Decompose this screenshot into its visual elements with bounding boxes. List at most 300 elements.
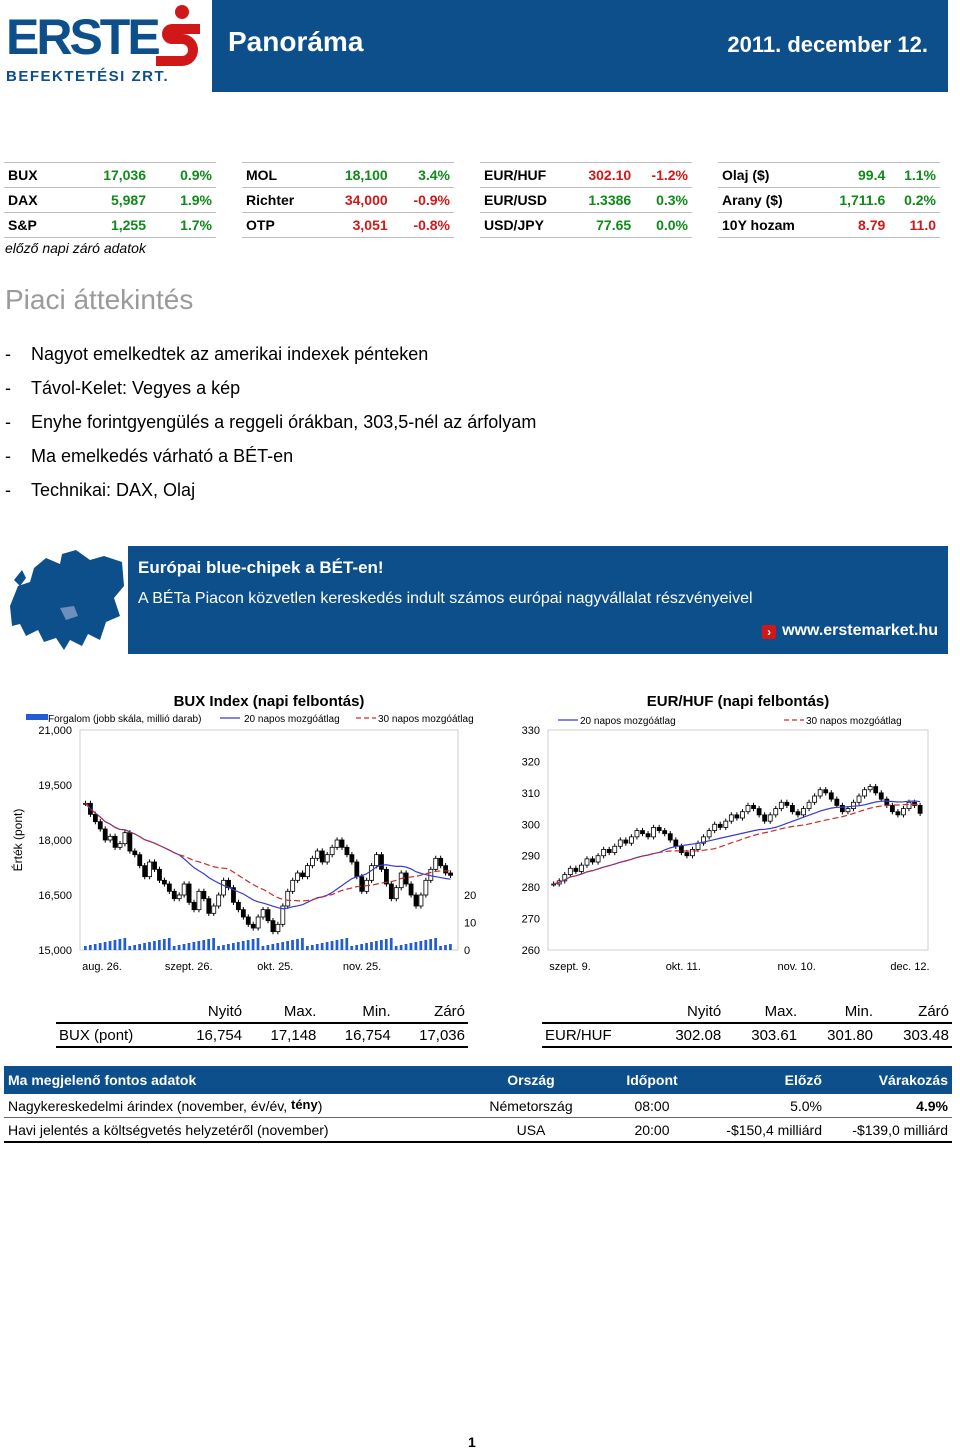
volume-bar <box>202 940 205 950</box>
candle-body <box>813 796 817 802</box>
candle-body <box>896 812 900 815</box>
candle-body <box>768 815 772 821</box>
volume-bar <box>173 946 176 950</box>
candle-body <box>829 793 833 799</box>
candle-body <box>724 821 728 827</box>
ticker-table-indices <box>4 162 216 238</box>
events-header-cell: Várakozás <box>826 1066 952 1094</box>
volume-bar <box>365 943 368 950</box>
y2-tick-label: 10 <box>464 917 477 930</box>
y-tick-label: 300 <box>521 819 540 832</box>
candle-body <box>779 802 783 808</box>
price-value: 301.80 <box>800 1023 876 1047</box>
candle-body <box>399 873 403 888</box>
candle-body <box>857 796 861 802</box>
volume-bar <box>267 945 270 950</box>
price-row-label: BUX (pont) <box>56 1023 171 1047</box>
candle-body <box>138 855 142 866</box>
ticker-change: 0.9% <box>150 163 216 188</box>
volume-bar <box>350 946 353 950</box>
volume-bar <box>133 945 136 950</box>
candle-body <box>103 829 107 840</box>
candle-body <box>607 849 611 852</box>
event-expected: -$139,0 milliárd <box>826 1118 952 1143</box>
candle-body <box>157 869 161 880</box>
x-tick-label: aug. 26. <box>82 961 122 973</box>
candle-body <box>579 865 583 871</box>
chart-title: BUX Index (napi felbontás) <box>173 693 365 710</box>
volume-bar <box>311 945 314 950</box>
candle-body <box>835 799 839 805</box>
candle-body <box>414 895 418 906</box>
candle-body <box>890 805 894 811</box>
candle-body <box>113 836 117 847</box>
y2-tick-label: 0 <box>464 945 471 957</box>
price-value: 303.61 <box>724 1023 800 1047</box>
chevron-right-icon: › <box>762 625 776 639</box>
candle-body <box>807 802 811 808</box>
candle-body <box>330 847 334 854</box>
candle-body <box>187 884 191 902</box>
candle-body <box>148 862 152 877</box>
volume-bar <box>237 942 240 950</box>
ticker-name: 10Y hozam <box>718 213 821 238</box>
event-name <box>4 1094 464 1118</box>
price-value: 17,148 <box>245 1023 319 1047</box>
candle-body <box>568 868 572 874</box>
volume-bar <box>193 942 196 950</box>
volume-bar <box>247 940 250 950</box>
event-previous: -$150,4 milliárd <box>706 1118 826 1143</box>
ticker-change: -0.9% <box>392 188 454 213</box>
candle-body <box>128 833 132 851</box>
bullet-text: Ma emelkedés várható a BÉT-en <box>31 446 294 466</box>
candle-body <box>591 859 595 862</box>
ticker-change: 0.3% <box>635 188 692 213</box>
candle-body <box>197 891 201 909</box>
ticker-row <box>242 163 454 188</box>
candle-body <box>679 846 683 852</box>
ticker-change: -0.8% <box>392 213 454 238</box>
banner-title: Európai blue-chipek a BÉT-en! <box>138 558 384 577</box>
ticker-change: 3.4% <box>392 163 454 188</box>
volume-bar <box>271 944 274 950</box>
event-time: 20:00 <box>598 1118 706 1143</box>
legend-volume: Forgalom (jobb skála, millió darab) <box>48 714 202 725</box>
overview-bullet <box>5 378 240 399</box>
ticker-row <box>4 188 216 213</box>
y-tick-label: 320 <box>521 756 540 769</box>
x-tick-label: okt. 25. <box>257 961 294 973</box>
candle-body <box>685 853 689 856</box>
candle-body <box>286 891 290 906</box>
candle-body <box>629 837 633 843</box>
candle-body <box>325 855 329 862</box>
event-country: Németország <box>464 1094 598 1118</box>
candle-body <box>735 815 739 818</box>
candle-body <box>851 802 855 808</box>
volume-bar <box>197 941 200 950</box>
candle-body <box>350 855 354 862</box>
volume-bar <box>158 940 161 950</box>
legend-ma20: 20 napos mozgóátlag <box>244 714 340 725</box>
volume-bar <box>410 943 413 950</box>
ticker-change: 0.0% <box>635 213 692 238</box>
candle-body <box>874 787 878 793</box>
price-value: 303.48 <box>876 1023 952 1047</box>
candle-body <box>635 831 639 837</box>
volume-bar <box>321 943 324 950</box>
banner-link[interactable] <box>762 622 938 640</box>
candle-body <box>320 851 324 862</box>
events-header-row <box>4 1066 952 1094</box>
bux-chart <box>4 686 482 978</box>
event-name <box>4 1118 464 1143</box>
bullet-text: Enyhe forintgyengülés a reggeli órákban, 303,5-nél az árfolyam <box>31 412 537 432</box>
volume-bar <box>178 945 181 950</box>
eurhuf-price-table <box>542 1000 952 1048</box>
price-header-cell: Nyitó <box>687 1002 722 1020</box>
volume-bar <box>89 945 92 950</box>
volume-bar <box>375 941 378 950</box>
ticker-row <box>718 163 940 188</box>
volume-bar <box>188 943 191 950</box>
volume-bar <box>370 942 373 950</box>
candle-body <box>266 910 270 921</box>
candle-body <box>271 921 275 932</box>
candle-body <box>133 851 137 855</box>
volume-bar <box>183 944 186 950</box>
ticker-name: EUR/HUF <box>480 163 570 188</box>
volume-bar <box>360 944 363 950</box>
candle-body <box>217 895 221 906</box>
volume-bar <box>355 945 358 950</box>
ticker-value: 1,711.6 <box>821 188 890 213</box>
volume-bar <box>449 944 452 950</box>
volume-bar <box>439 946 442 950</box>
candle-body <box>222 880 226 895</box>
candle-body <box>602 849 606 855</box>
candle-body <box>212 906 216 913</box>
candle-body <box>404 873 408 884</box>
bullet-dash: - <box>5 446 11 466</box>
price-row <box>542 1023 952 1047</box>
ticker-table-stocks <box>242 162 454 238</box>
candle-body <box>729 815 733 821</box>
volume-bar <box>153 941 156 950</box>
candle-body <box>663 831 667 834</box>
event-name-part: ) <box>317 1098 323 1114</box>
event-name-part: Nagykereskedelmi árindex (november, év/év, <box>8 1098 291 1114</box>
ticker-value: 302.10 <box>570 163 635 188</box>
ticker-change: 1.1% <box>889 163 940 188</box>
overview-bullet <box>5 446 293 467</box>
page-title: Panoráma <box>228 26 364 57</box>
candle-body <box>167 884 171 891</box>
volume-bar <box>222 945 225 950</box>
events-header-cell: Időpont <box>598 1066 706 1094</box>
y2-tick-label: 20 <box>464 890 477 902</box>
candle-body <box>718 824 722 827</box>
volume-bar <box>306 946 309 950</box>
volume-bar <box>331 941 334 950</box>
volume-bar <box>232 943 235 950</box>
volume-bar <box>217 946 220 950</box>
candle-body <box>774 809 778 815</box>
candle-body <box>394 888 398 899</box>
ticker-row <box>4 163 216 188</box>
candle-body <box>375 855 379 866</box>
ticker-value: 3,051 <box>321 213 392 238</box>
logo-s-symbol <box>156 5 200 66</box>
events-table <box>4 1066 952 1143</box>
price-header-cell: Max. <box>764 1002 798 1020</box>
candle-body <box>93 814 97 821</box>
volume-bar <box>424 940 427 950</box>
volume-bar <box>104 942 107 950</box>
candle-body <box>389 884 393 899</box>
x-tick-label: dec. 12. <box>890 961 930 973</box>
x-tick-label: nov. 25. <box>342 961 382 973</box>
x-tick-label: okt. 11. <box>665 961 701 973</box>
volume-bar <box>143 943 146 950</box>
volume-bar <box>163 939 166 950</box>
ticker-name: Richter <box>242 188 321 213</box>
volume-bar <box>419 941 422 950</box>
volume-bar <box>336 940 339 950</box>
logo-subtitle: BEFEKTETÉSI ZRT. <box>6 68 170 85</box>
events-row <box>4 1094 952 1118</box>
candle-body <box>409 884 413 895</box>
overview-bullet <box>5 344 428 365</box>
candle-body <box>236 902 240 909</box>
candle-body <box>613 846 617 852</box>
candle-body <box>251 924 255 928</box>
candle-body <box>291 880 295 891</box>
candle-body <box>143 866 147 877</box>
candle-body <box>624 840 628 843</box>
ticker-row <box>480 188 692 213</box>
volume-bar <box>390 938 393 950</box>
y-tick-label: 260 <box>521 945 540 957</box>
candle-body <box>434 858 438 869</box>
banner-link-text[interactable]: www.erstemarket.hu <box>782 622 938 639</box>
ticker-table-commodities <box>718 162 940 238</box>
ticker-value: 1,255 <box>66 213 150 238</box>
volume-bar <box>242 941 245 950</box>
ticker-row <box>4 213 216 238</box>
price-value: 16,754 <box>319 1023 393 1047</box>
candle-body <box>202 891 206 898</box>
ticker-name: EUR/USD <box>480 188 570 213</box>
ticker-name: USD/JPY <box>480 213 570 238</box>
ticker-value: 5,987 <box>66 188 150 213</box>
chart-title: EUR/HUF (napi felbontás) <box>646 693 830 710</box>
candle-body <box>757 809 761 815</box>
candle-body <box>818 790 822 796</box>
ticker-change: 0.2% <box>889 188 940 213</box>
ticker-name: OTP <box>242 213 321 238</box>
x-tick-label: szept. 9. <box>549 961 591 973</box>
y-tick-label: 16,500 <box>38 890 72 902</box>
ticker-table-fx <box>480 162 692 238</box>
ticker-name: DAX <box>4 188 66 213</box>
y-tick-label: 19,500 <box>38 780 72 792</box>
candle-body <box>345 847 349 854</box>
candle-body <box>207 899 211 914</box>
y-tick-label: 290 <box>521 850 540 863</box>
candle-body <box>585 859 589 865</box>
candle-body <box>707 831 711 837</box>
ticker-change: 11.0 <box>889 213 940 238</box>
ticker-value: 99.4 <box>821 163 890 188</box>
volume-bar <box>405 944 408 950</box>
y-axis-label: Érték (pont) <box>11 808 25 872</box>
price-header-cell: Min. <box>362 1002 391 1020</box>
ticker-value: 18,100 <box>321 163 392 188</box>
candle-body <box>360 877 364 892</box>
section-title-overview: Piaci áttekintés <box>5 284 194 315</box>
candle-body <box>746 805 750 811</box>
price-header-cell: Záró <box>918 1002 949 1020</box>
volume-bar <box>227 944 230 950</box>
volume-bar <box>434 938 437 950</box>
volume-bar <box>286 941 289 950</box>
candle-body <box>276 924 280 931</box>
candle-body <box>802 809 806 815</box>
bullet-dash: - <box>5 378 11 398</box>
volume-bar <box>114 940 117 950</box>
page-number: 1 <box>468 1434 476 1450</box>
volume-bar <box>128 946 131 950</box>
volume-bar <box>262 946 265 950</box>
ticker-name: Arany ($) <box>718 188 821 213</box>
bux-price-table <box>56 1000 468 1048</box>
candle-body <box>118 844 122 848</box>
volume-bar <box>291 940 294 950</box>
event-previous: 5.0% <box>706 1094 826 1118</box>
ticker-row <box>480 163 692 188</box>
y-tick-label: 21,000 <box>38 725 72 737</box>
bullet-dash: - <box>5 480 11 500</box>
ticker-value: 34,000 <box>321 188 392 213</box>
ticker-name: BUX <box>4 163 66 188</box>
event-country: USA <box>464 1118 598 1143</box>
candle-body <box>246 917 250 924</box>
candle-body <box>162 880 166 884</box>
ticker-value: 1.3386 <box>570 188 635 213</box>
volume-bar <box>119 939 122 950</box>
candle-body <box>241 910 245 917</box>
candle-body <box>846 809 850 812</box>
candle-body <box>713 824 717 830</box>
price-row-label: EUR/HUF <box>542 1023 648 1047</box>
price-header-row <box>56 1000 468 1023</box>
candle-body <box>790 805 794 811</box>
candle-body <box>674 840 678 846</box>
candle-body <box>668 834 672 840</box>
volume-bar <box>109 941 112 950</box>
volume-bar <box>296 939 299 950</box>
volume-bar <box>380 940 383 950</box>
candle-body <box>449 873 453 875</box>
y-tick-label: 15,000 <box>38 945 72 957</box>
bullet-text: Nagyot emelkedtek az amerikai indexek pénteken <box>31 344 429 364</box>
candle-body <box>98 822 102 829</box>
ticker-value: 77.65 <box>570 213 635 238</box>
event-expected: 4.9% <box>826 1094 952 1118</box>
candle-body <box>574 868 578 871</box>
ticker-change: -1.2% <box>635 163 692 188</box>
candle-body <box>305 866 309 877</box>
volume-bar <box>395 946 398 950</box>
volume-bar <box>212 938 215 950</box>
legend-ma30: 30 napos mozgóátlag <box>378 714 474 725</box>
candle-body <box>153 862 157 869</box>
volume-bar <box>326 942 329 950</box>
candle-body <box>868 787 872 790</box>
candle-body <box>108 836 112 840</box>
candle-body <box>763 815 767 821</box>
ticker-name: Olaj ($) <box>718 163 821 188</box>
candle-body <box>907 802 911 808</box>
ticker-name: S&P <box>4 213 66 238</box>
volume-bar <box>444 945 447 950</box>
legend-ma20: 20 napos mozgóátlag <box>580 716 676 727</box>
candle-body <box>444 866 448 873</box>
candle-body <box>123 833 127 844</box>
price-row <box>56 1023 468 1047</box>
candle-body <box>885 799 889 805</box>
candle-body <box>796 812 800 815</box>
ticker-value: 8.79 <box>821 213 890 238</box>
price-value: 16,754 <box>171 1023 245 1047</box>
volume-bar <box>99 943 102 950</box>
ticker-row <box>242 213 454 238</box>
candle-body <box>740 812 744 818</box>
price-header-cell: Max. <box>283 1002 317 1020</box>
price-header-blank <box>542 1000 648 1023</box>
candle-body <box>439 858 443 865</box>
volume-bar <box>341 939 344 950</box>
candle-body <box>901 809 905 815</box>
candle-body <box>652 827 656 836</box>
events-header-cell: Ma megjelenő fontos adatok <box>4 1066 464 1094</box>
price-header-cell: Záró <box>434 1002 465 1020</box>
price-value: 302.08 <box>648 1023 724 1047</box>
candle-body <box>301 873 305 877</box>
ticker-row <box>718 188 940 213</box>
volume-bar <box>94 944 97 950</box>
event-status-tag: tény <box>290 1097 318 1112</box>
price-value: 17,036 <box>394 1023 468 1047</box>
candle-body <box>335 840 339 847</box>
ticker-row <box>242 188 454 213</box>
candle-body <box>641 831 645 834</box>
volume-bar <box>281 942 284 950</box>
price-header-blank <box>56 1000 171 1023</box>
x-tick-label: nov. 10. <box>777 961 816 973</box>
candle-body <box>379 855 383 870</box>
candle-body <box>177 895 181 899</box>
volume-bar <box>316 944 319 950</box>
candle-body <box>261 910 265 917</box>
candle-body <box>824 790 828 793</box>
ticker-change: 1.9% <box>150 188 216 213</box>
candle-body <box>256 917 260 928</box>
ticker-row <box>718 213 940 238</box>
tickers-note: előző napi záró adatok <box>5 240 146 256</box>
